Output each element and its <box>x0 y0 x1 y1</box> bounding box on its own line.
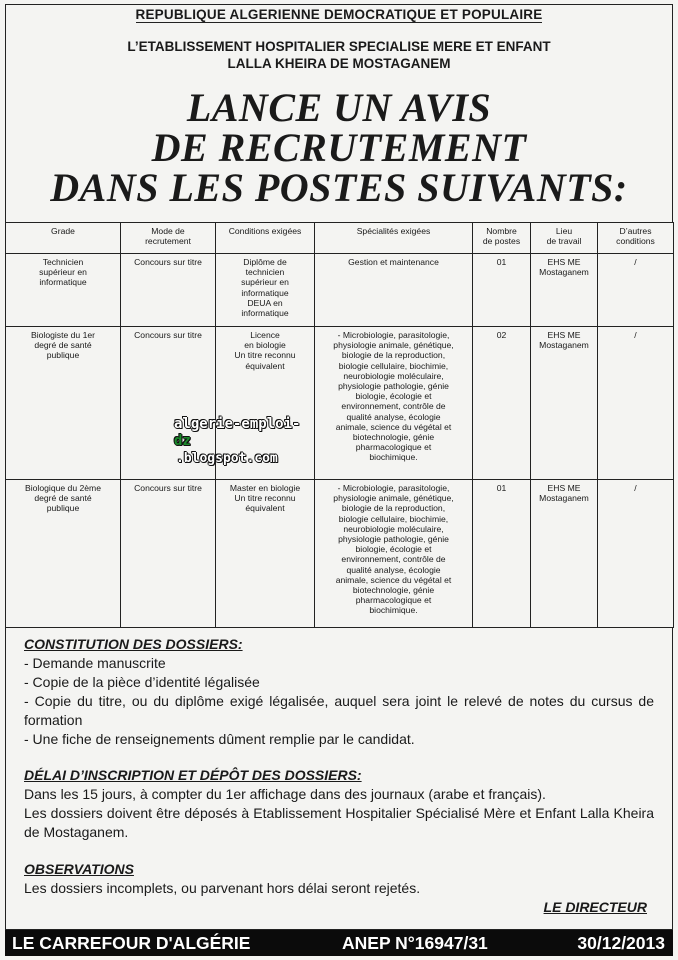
republic-heading <box>0 7 678 22</box>
cell-conditions: Master en biologie Un titre reconnu équivalent <box>216 480 315 628</box>
watermark-main: algerie-emploi- <box>174 416 301 432</box>
dossiers-section <box>24 635 654 749</box>
cell-grade: Biologique du 2ème degré de santé publique <box>6 480 121 628</box>
cell-autres: / <box>598 254 674 327</box>
publication-footer <box>5 930 673 956</box>
establishment-line-2: LALLA KHEIRA DE MOSTAGANEM <box>227 56 451 71</box>
observations-heading: OBSERVATIONS <box>24 861 134 877</box>
observations-text: Les dossiers incomplets, ou parvenant hors délai seront rejetés. <box>24 880 421 896</box>
cell-mode: Concours sur titre <box>121 254 216 327</box>
delai-line-2: Les dossiers doivent être déposés à Etablissement Hospitalier Spécialisé Mère et Enfant Lalla Kheira de Mostaganem. <box>24 805 654 840</box>
watermark-dz: dz <box>174 433 191 449</box>
table-row <box>6 480 674 628</box>
cell-nombre: 02 <box>473 327 531 480</box>
cell-specialites: Gestion et maintenance <box>315 254 473 327</box>
cell-autres: / <box>598 480 674 628</box>
header-autres <box>598 223 674 254</box>
cell-autres: / <box>598 327 674 480</box>
title-line-1: LANCE UN AVIS <box>186 85 492 130</box>
republic-text: REPUBLIQUE ALGERIENNE DEMOCRATIQUE ET POPULAIRE <box>135 7 543 22</box>
header-conditions: Conditions exigées <box>216 223 315 254</box>
cell-grade: Technicien supérieur en informatique <box>6 254 121 327</box>
list-item: - Copie de la pièce d’identité légalisée <box>24 674 260 690</box>
table-row <box>6 327 674 480</box>
director-signature: LE DIRECTEUR <box>543 899 647 915</box>
footer-anep: ANEP N°16947/31 <box>342 933 488 953</box>
cell-mode: Concours sur titre <box>121 480 216 628</box>
footer-date: 30/12/2013 <box>577 933 665 953</box>
header-specialites: Spécialités exigées <box>315 223 473 254</box>
cell-conditions: Diplôme de technicien supérieur en informatique DEUA en informatique <box>216 254 315 327</box>
title-line-2: DE RECRUTEMENT <box>151 125 527 170</box>
cell-grade: Biologiste du 1er degré de santé publique <box>6 327 121 480</box>
header-nombre <box>473 223 531 254</box>
cell-specialites: - Microbiologie, parasitologie, physiologie animale, génétique, biologie de la reproduction, biologie cellulaire, biochimie, neurobiologie moléculaire, physiologie pathologie, génie biologie, écologie et environnement, contrôle de qualité analyse, écologie animale, science du végétal et biotechnologie, génie pharmacologique et biochimique. <box>315 327 473 480</box>
cell-lieu: EHS ME Mostaganem <box>531 480 598 628</box>
title-line-3: DANS LES POSTES SUIVANTS: <box>50 165 628 210</box>
table-row <box>6 254 674 327</box>
cell-lieu: EHS ME Mostaganem <box>531 327 598 480</box>
observations-section <box>24 860 654 898</box>
header-nombre-text: Nombre de postes <box>482 226 521 247</box>
blog-watermark <box>174 416 314 467</box>
table-header-row <box>6 223 674 254</box>
header-mode <box>121 223 216 254</box>
delai-heading: DÉLAI D’INSCRIPTION ET DÉPÔT DES DOSSIERS: <box>24 767 362 783</box>
header-mode-text: Mode de recrutement <box>145 226 191 247</box>
footer-publication: LE CARREFOUR D'ALGÉRIE <box>12 933 251 953</box>
cell-nombre: 01 <box>473 254 531 327</box>
header-autres-text: D’autres conditions <box>616 226 655 247</box>
list-item: - Une fiche de renseignements dûment remplie par le candidat. <box>24 731 415 747</box>
cell-mode: Concours sur titre <box>121 327 216 480</box>
cell-nombre: 01 <box>473 480 531 628</box>
list-item: - Demande manuscrite <box>24 655 166 671</box>
cell-conditions: Licence en biologie Un titre reconnu équivalent <box>216 327 315 480</box>
list-item: - Copie du titre, ou du diplôme exigé légalisée, auquel sera joint le relevé de notes du cursus de formation <box>24 693 654 728</box>
header-lieu-text: Lieu de travail <box>546 226 582 247</box>
cell-lieu: EHS ME Mostaganem <box>531 254 598 327</box>
dossiers-heading: CONSTITUTION DES DOSSIERS: <box>24 636 243 652</box>
header-grade: Grade <box>6 223 121 254</box>
establishment-line-1: L’ETABLISSEMENT HOSPITALIER SPECIALISE MERE ET ENFANT <box>127 39 551 54</box>
delai-section <box>24 766 654 842</box>
watermark-blog: .blogspot.com <box>176 451 278 466</box>
cell-specialites: - Microbiologie, parasitologie, physiologie animale, génétique, biologie de la reproduction, biologie cellulaire, biochimie, neurobiologie moléculaire, physiologie pathologie, génie biologie, écologie et environnement, contrôle de qualité analyse, écologie animale, science du végétal et biotechnologie, génie pharmacologique et biochimique. <box>315 480 473 628</box>
header-lieu <box>531 223 598 254</box>
delai-line-1: Dans les 15 jours, à compter du 1er affichage dans des journaux (arabe et français). <box>24 786 546 802</box>
positions-table <box>5 222 674 628</box>
